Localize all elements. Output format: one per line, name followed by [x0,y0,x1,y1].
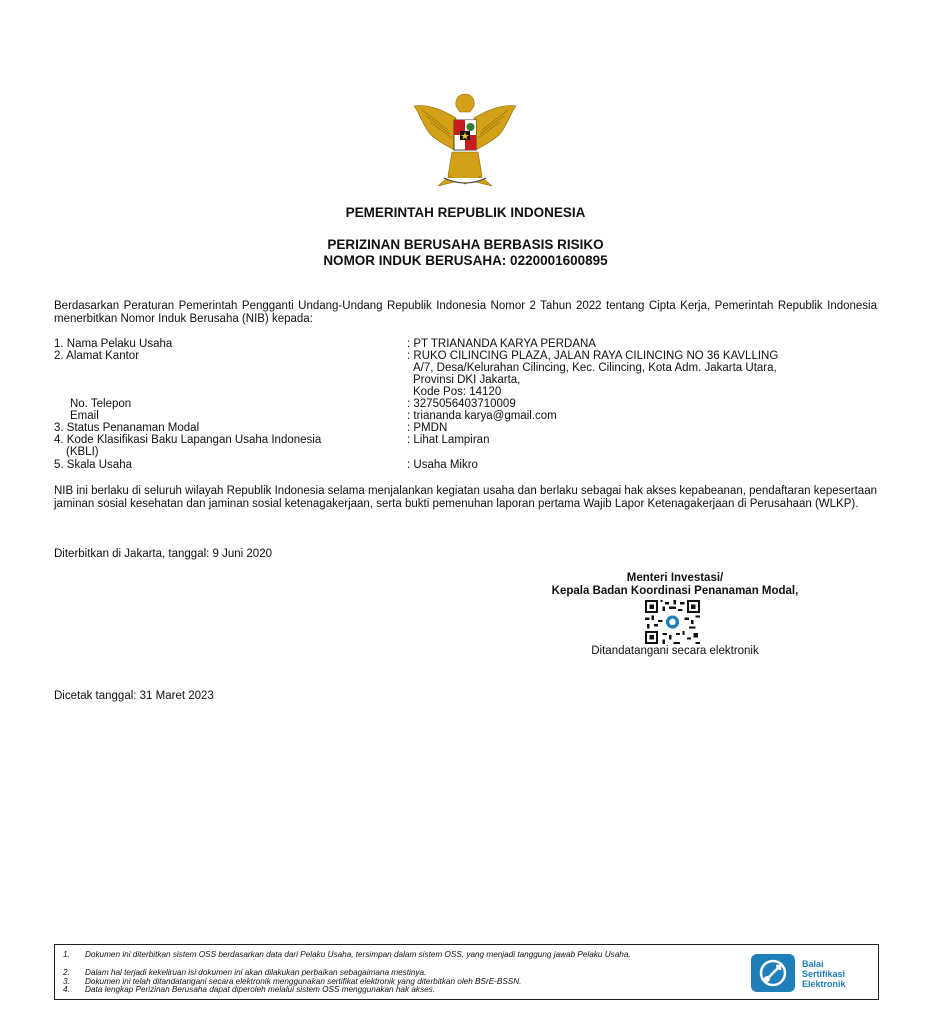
nib-number: NOMOR INDUK BERUSAHA: 0220001600895 [323,253,608,268]
signature-title-line2: Kepala Badan Koordinasi Penanaman Modal, [551,585,799,597]
kbli-label: 4. Kode Klasifikasi Baku Lapangan Usaha Indonesia [54,434,322,446]
intro-paragraph: Berdasarkan Peraturan Pemerintah Pengganti Undang-Undang Republik Indonesia Nomor 2 Tahun 2022 tentang Cipta Kerja, Pemerintah Republik Indonesia menerbitkan Nomor Induk Berusaha (NIB) kepada: [54,300,877,325]
alamat-line1: : RUKO CILINCING PLAZA, JALAN RAYA CILINCING NO 36 KAVLLING [407,350,779,362]
signature-title-line1: Menteri Investasi/ [626,572,724,584]
footnote-number: 3. [63,976,70,986]
bsre-key-icon [750,953,796,993]
nama-value: : PT TRIANANDA KARYA PERDANA [407,338,596,350]
footnotes-box [54,944,879,1000]
bsre-line2: Sertifikasi [802,969,846,979]
alamat-line2: A/7, Desa/Kelurahan Cilincing, Kec. Cilincing, Kota Adm. Jakarta Utara, [413,362,777,374]
bsre-logo [750,953,868,993]
footnote-number: 2. [63,968,70,977]
footnote-text: Dokumen ini diterbitkan sistem OSS berdasarkan data dari Pelaku Usaha, tersimpan dalam sistem OSS, yang menjadi tanggung jawab Pelaku Usaha. [85,950,631,959]
footnote-number: 4. [63,985,70,994]
bsre-text [802,959,846,989]
status-value: : PMDN [407,422,448,434]
validity-paragraph: NIB ini berlaku di seluruh wilayah Republik Indonesia selama menjalankan kegiatan usaha dan berlaku sebagai hak akses kepabeanan, pendaftaran kepesertaan jaminan sosial kesehatan dan jaminan sosial ketenagakerjaan, serta bukti pemenuhan laporan pertama Wajib Lapor Ketenagakerjaan di Perusahaan (WLKP). [54,485,877,510]
footnote-text: Dokumen ini telah ditandatangani secara elektronik menggunakan sertifikat elektronik yang diterbitkan oleh BSrE-BSSN. [85,976,522,986]
document-title: PERIZINAN BERUSAHA BERBASIS RISIKO [327,237,604,252]
telepon-label: No. Telepon [70,398,132,410]
footnote-text: Data lengkap Perizinan Berusaha dapat diperoleh melalui sistem OSS menggunakan hak akses. [85,985,435,994]
status-label: 3. Status Penanaman Modal [54,422,200,434]
kbli-value: : Lihat Lampiran [407,434,490,446]
skala-value: : Usaha Mikro [407,459,478,471]
footnote-text: Dalam hal terjadi kekeliruan isi dokumen ini akan dilakukan perbaikan sebagaimana mestinya. [85,968,427,977]
electronic-signature-note: Ditandatangani secara elektronik [591,645,759,657]
footnote-number: 1. [63,950,70,959]
email-label: Email [70,410,99,422]
email-value: : triananda karya@gmail.com [407,410,557,422]
issued-date: Diterbitkan di Jakarta, tanggal: 9 Juni 2020 [54,548,272,560]
bsre-line3: Elektronik [802,979,846,989]
garuda-pancasila-emblem-icon [408,90,522,190]
nama-label: 1. Nama Pelaku Usaha [54,338,173,350]
alamat-line4: Kode Pos: 14120 [413,386,502,398]
skala-label: 5. Skala Usaha [54,459,132,471]
kbli-label-cont: (KBLI) [66,446,99,458]
bsre-line1: Balai [802,959,824,969]
telepon-value: : 3275056403710009 [407,398,516,410]
alamat-label: 2. Alamat Kantor [54,350,140,362]
printed-date: Dicetak tanggal: 31 Maret 2023 [54,690,214,702]
qr-code-icon [645,600,700,644]
government-heading: PEMERINTAH REPUBLIK INDONESIA [345,205,586,220]
alamat-line3: Provinsi DKI Jakarta, [413,374,521,386]
